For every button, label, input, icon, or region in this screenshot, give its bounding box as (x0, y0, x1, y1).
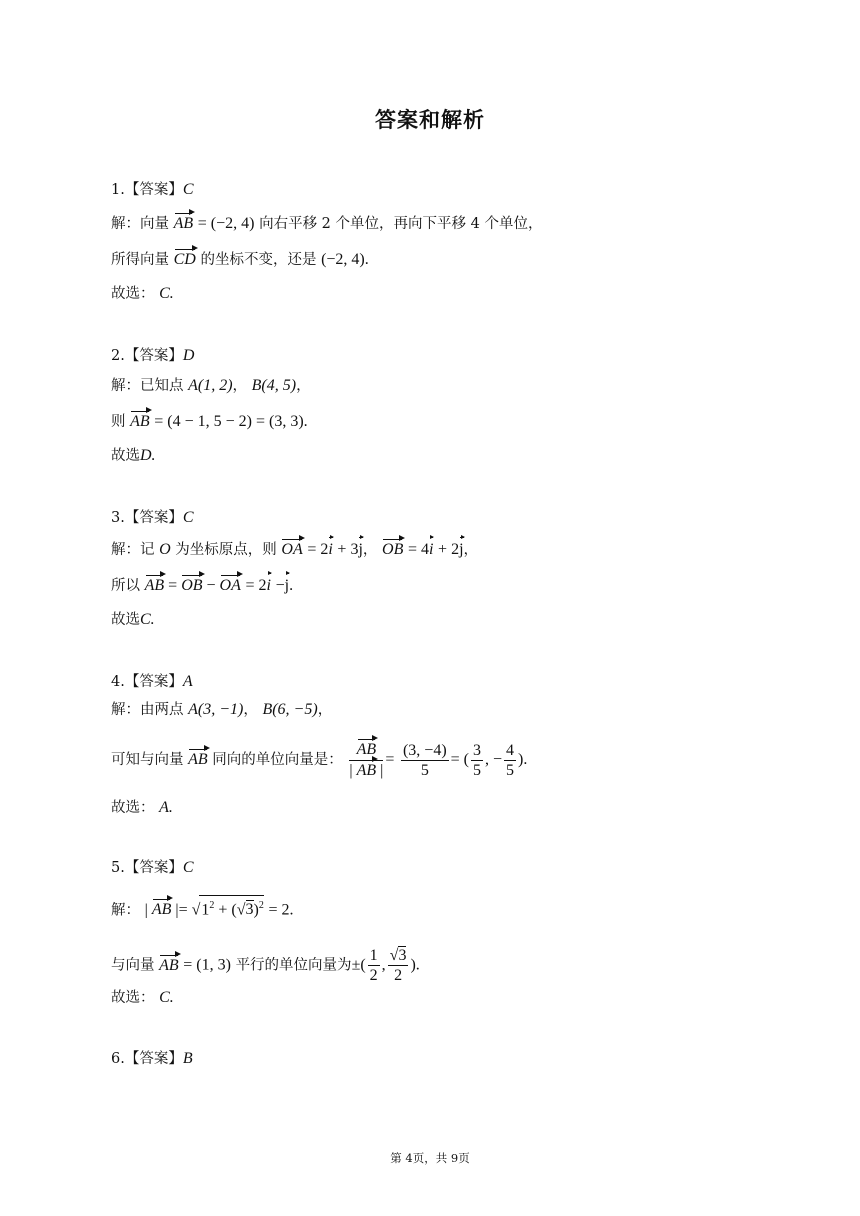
q3-text-2: 为坐标原点，则 (175, 542, 277, 558)
point-B: B(6, −5) (262, 701, 318, 718)
q5-choice-line (111, 988, 174, 1008)
q2-expression: = (4 − 1, 5 − 2) = (3, 3). (154, 413, 308, 430)
unit-vector-j: j (459, 541, 464, 558)
q5-text-3: 平行的单位向量为 (235, 957, 352, 974)
q5-fraction-y: $\frac{√3}{2}$ (389, 947, 407, 984)
q2-text-2: 则 (111, 414, 126, 430)
page-footer: 第 4页，共 9页 (390, 1151, 470, 1165)
q5-vector-value: = (1, 3) (183, 956, 231, 974)
vector-AB: AB (144, 577, 165, 594)
unit-vector-i: i (328, 541, 333, 558)
point-A: A(1, 2) (188, 377, 233, 394)
q4-text-3: 同向的单位向量是： (212, 752, 343, 768)
q5-fx-den: 2 (369, 967, 378, 984)
q2-solution-line-2 (111, 412, 308, 432)
q5-choice-label: 故选： (111, 990, 155, 1006)
q5-text-2: 与向量 (111, 957, 155, 974)
unit-vector-i: i (266, 577, 271, 594)
q1-text-4: 的坐标不变，还是 (200, 252, 317, 268)
q1-answer-line (111, 180, 194, 200)
unit-vector-fraction: $\frac{AB}{| AB |}$ (349, 741, 384, 779)
point-A: A(3, −1) (188, 701, 244, 718)
q4-fraction-x (471, 741, 483, 780)
q6-answer-line (111, 1049, 193, 1069)
q4-head: 4.【答案】 (111, 674, 183, 690)
q5-fy-num: 3 (398, 947, 407, 964)
vector-AB: AB (151, 901, 172, 919)
q4-fraction-y (504, 741, 516, 780)
q3-solution-line-2: 所以 AB = OB − OA = 2i −j. (111, 577, 294, 594)
point-B: B(4, 5) (251, 377, 297, 394)
q6-answer: B (182, 1050, 193, 1067)
q2-solution-line-1: 解：已知点 A(1, 2)， B(4, 5)， (111, 377, 311, 394)
vector-OA: OA (219, 577, 241, 594)
q3-answer-line (111, 508, 194, 528)
q3-text-3: 所以 (111, 578, 140, 594)
q3-head: 3.【答案】 (111, 510, 183, 526)
q3-text: 解：记 (111, 542, 155, 558)
vector-AB: AB (130, 413, 150, 430)
q2-head: 2.【答案】 (111, 348, 183, 364)
q4-fraction-num: (3, −4) (402, 741, 447, 759)
q2-answer: D (182, 347, 195, 364)
q5-answer-line (111, 858, 194, 878)
q1-solution-line-1 (111, 214, 542, 234)
vector-CD: CD (173, 251, 196, 268)
q2-choice-label: 故选 (111, 448, 140, 464)
q4-fy-den: 5 (506, 761, 515, 779)
q5-choice: C. (159, 989, 174, 1006)
q3-result-coef: = 2 (245, 577, 267, 594)
q4-fx-num: 3 (473, 741, 482, 759)
q6-head: 6.【答案】 (111, 1051, 183, 1067)
q5-head: 5.【答案】 (111, 860, 183, 876)
q5-fy-den: 2 (394, 967, 403, 984)
q5-result: = 2. (268, 901, 294, 919)
q5-solution-line-2: 与向量 AB = (1, 3) 平行的单位向量为±( $\frac{1}{2}$ , $\frac{√3}{2}$ ). (111, 947, 420, 984)
q5-answer: C (182, 859, 194, 876)
q2-choice-line (111, 446, 156, 466)
q1-solution-line-2: 所得向量 CD 的坐标不变，还是 (−2, 4). (111, 251, 369, 268)
q5-fx-num: 1 (369, 947, 378, 964)
q4-fy-num: 4 (506, 741, 515, 759)
unit-vector-j: j (284, 577, 290, 594)
vector-AB: AB (173, 215, 194, 232)
q3-oa-coef-2: + 3 (337, 541, 359, 558)
q2-choice: D. (140, 447, 156, 464)
unit-vector-j: j (358, 541, 363, 558)
q2-text: 解：已知点 (111, 378, 184, 394)
q2-answer-line (111, 346, 194, 366)
q1-text-3: 所得向量 (111, 252, 169, 268)
q1-text-2: 向右平移 2 个单位，再向下平移 4 个单位， (259, 216, 543, 232)
q1-vector-value: = (−2, 4) (197, 215, 255, 232)
sqrt-expression: $1^2 + (√3)^2$ (199, 895, 263, 920)
q4-choice-label: 故选： (111, 800, 155, 816)
q3-choice: C. (140, 611, 155, 628)
q1-text: 解：向量 (111, 216, 169, 232)
q3-ob-coef: = 4 (407, 541, 429, 558)
origin-O: O (159, 541, 171, 558)
q3-answer: C (182, 509, 194, 526)
vector-OA: OA (281, 541, 303, 558)
q3-ob-coef-2: + 2 (438, 541, 460, 558)
page-title: 答案和解析 (375, 108, 485, 132)
q4-solution-line-1: 解：由两点 A(3, −1)， B(6, −5)， (111, 701, 333, 718)
q4-fraction-den: 5 (420, 761, 429, 779)
q1-choice-line (111, 284, 174, 304)
q1-head: 1.【答案】 (111, 182, 183, 198)
q4-choice: A. (159, 799, 173, 816)
q1-choice-label: 故选： (111, 286, 155, 302)
q4-text: 解：由两点 (111, 702, 184, 718)
q3-result-op: − (275, 577, 285, 594)
q1-result: (−2, 4) (321, 251, 365, 268)
q3-choice-label: 故选 (111, 612, 140, 628)
q1-answer: C (182, 181, 194, 198)
q4-answer-line (111, 672, 193, 692)
unit-vector-i: i (428, 541, 434, 558)
q5-solution-line-1: 解： | AB |= $√1^2 + (√3)^2 = 2$. (111, 895, 293, 920)
q5-fraction-x (368, 946, 380, 985)
q3-oa-coef: = 2 (307, 541, 329, 558)
q4-fraction (401, 741, 449, 780)
q4-text-2: 可知与向量 (111, 752, 184, 768)
vector-AB: AB (159, 956, 179, 974)
q1-choice: C. (159, 285, 174, 302)
q4-choice-line (111, 798, 173, 818)
vector-OB: OB (382, 541, 404, 558)
q3-solution-line-1: 解：记 O 为坐标原点，则 OA = 2i + 3j， OB = 4i + 2j， (111, 541, 479, 558)
q4-fx-den: 5 (473, 761, 482, 779)
q4-solution-line-2: 可知与向量 AB 同向的单位向量是： $\frac{AB}{| AB |}$ = $\frac{(3, -4)}{5}$ = ( $\frac{3}{5}$ , − $\frac{4}{5}$ ). (111, 741, 528, 779)
vector-OB: OB (181, 577, 203, 594)
vector-AB: AB (188, 751, 208, 768)
q4-answer: A (182, 673, 193, 690)
q5-text: 解： (111, 902, 140, 919)
q3-choice-line (111, 610, 155, 630)
